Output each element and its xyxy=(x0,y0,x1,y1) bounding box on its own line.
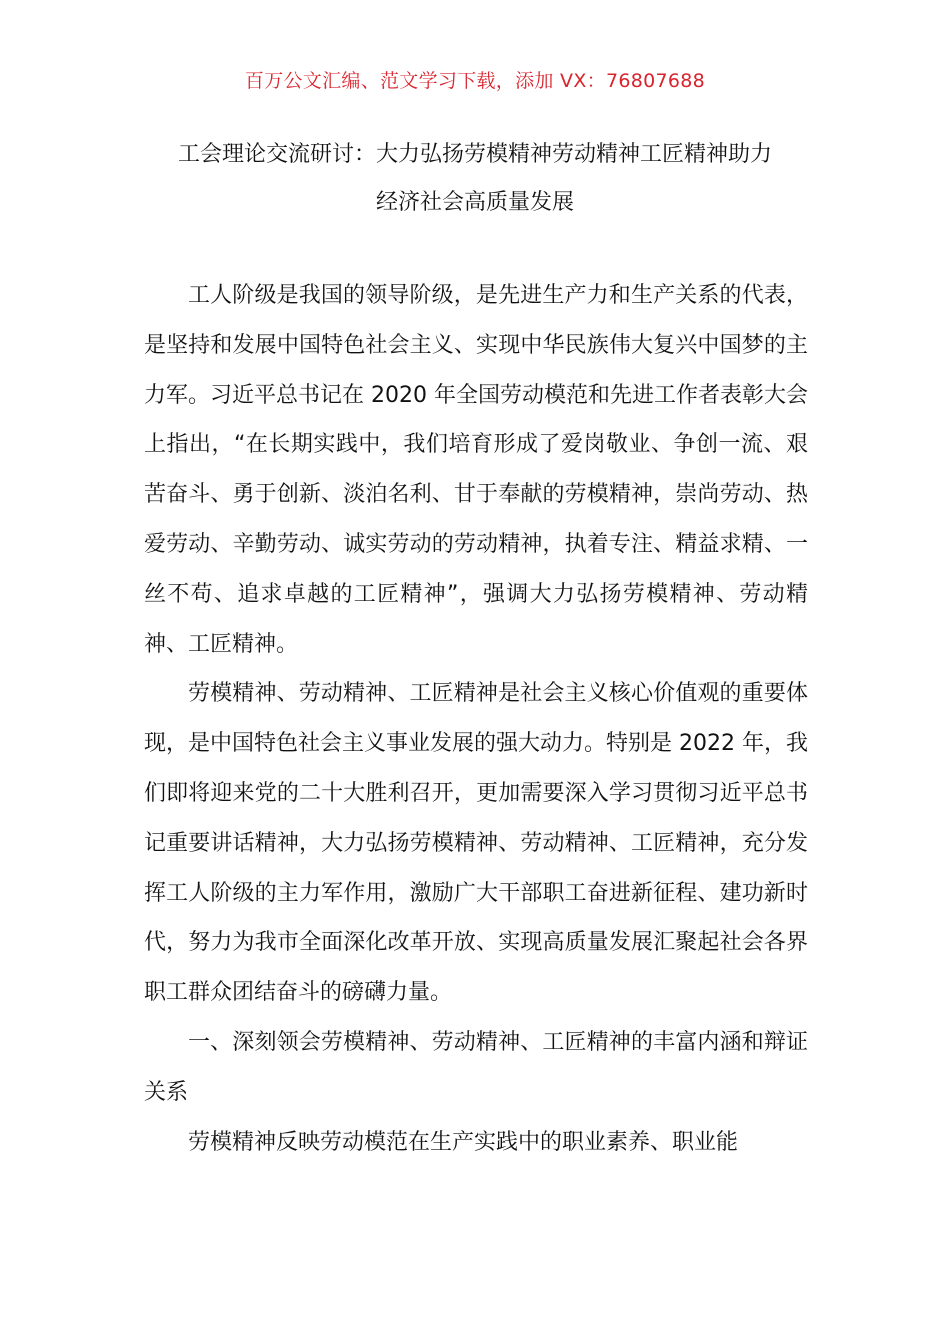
document-body xyxy=(144,271,808,1167)
body-paragraph-3: 劳模精神反映劳动模范在生产实践中的职业素养、职业能 xyxy=(188,1129,739,1155)
document-title-line-2: 经济社会高质量发展 xyxy=(375,190,574,215)
body-paragraph-2: 劳模精神、劳动精神、工匠精神是社会主义核心价值观的重要体现，是中国特色社会主义事业发展的强大动力。特别是 2022 年，我们即将迎来党的二十大胜利召开，更加需要深入学习贯彻习近平总书记重要讲话精神，大力弘扬劳模精神、劳动精神、工匠精神，充分发挥工人阶级的主力军作用，激励广大干部职工奋进新征程、建功新时代，努力为我市全面深化改革开放、实现高质量发展汇聚起社会各界职工群众团结奋斗的磅礴力量。 xyxy=(144,681,808,1006)
watermark-header: 百万公文汇编、范文学习下载，添加 VX：76807688 xyxy=(244,70,706,92)
document-title-line-1: 工会理论交流研讨：大力弘扬劳模精神劳动精神工匠精神助力 xyxy=(177,142,772,167)
body-paragraph-1: 工人阶级是我国的领导阶级，是先进生产力和生产关系的代表，是坚持和发展中国特色社会主义、实现中华民族伟大复兴中国梦的主力军。习近平总书记在 2020 年全国劳动模范和先进工作者表彰大会上指出，“在长期实践中，我们培育形成了爱岗敬业、争创一流、艰苦奋斗、勇于创新、淡泊名利、甘于奉献的劳模精神，崇尚劳动、热爱劳动、辛勤劳动、诚实劳动的劳动精神，执着专注、精益求精、一丝不苟、追求卓越的工匠精神”，强调大力弘扬劳模精神、劳动精神、工匠精神。 xyxy=(144,283,808,657)
section-heading-1: 一、深刻领会劳模精神、劳动精神、工匠精神的丰富内涵和辩证关系 xyxy=(144,1029,808,1105)
document-title xyxy=(130,131,820,227)
